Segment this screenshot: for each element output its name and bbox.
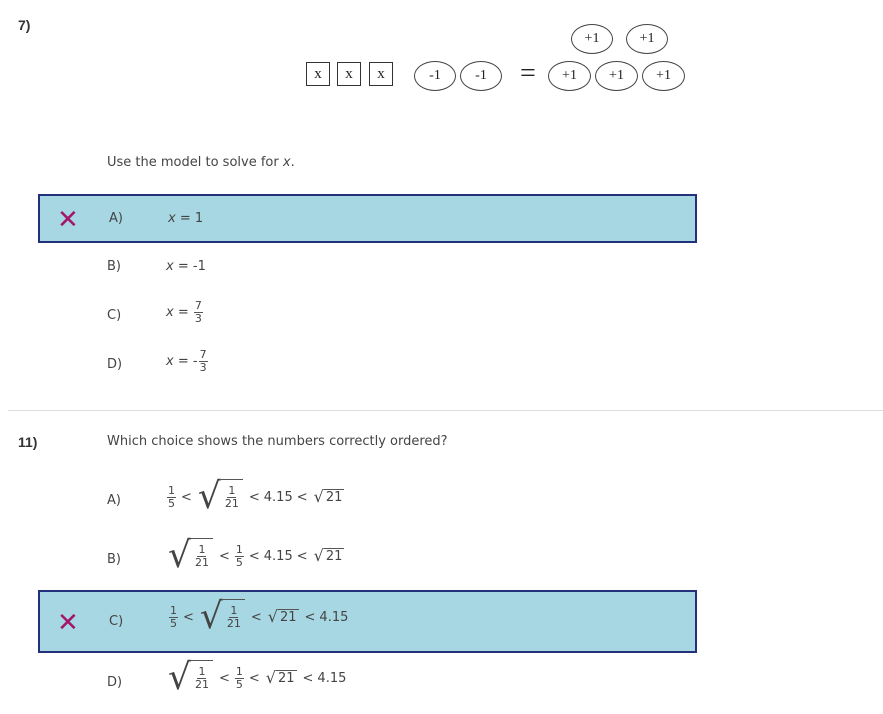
option-answer: x = 1 — [168, 211, 204, 226]
incorrect-icon: ✕ — [57, 608, 79, 638]
equals-sign: = — [520, 58, 536, 89]
square-root: √ 21 — [313, 487, 343, 506]
square-root: √ $\frac{1}{21}$ — [198, 479, 243, 515]
square-root: √ $\frac{1}{21}$ — [200, 599, 245, 635]
option-letter: C) — [109, 614, 124, 629]
answer-option-a[interactable] — [38, 475, 697, 527]
option-answer: x = -1 — [166, 259, 206, 274]
option-letter: B) — [107, 259, 121, 274]
square-root: √ $\frac{1}{21}$ — [168, 660, 213, 696]
answer-option-d[interactable] — [38, 656, 697, 710]
fraction: $\frac{7}{3}$ — [199, 348, 207, 374]
option-letter: D) — [107, 357, 123, 372]
positive-unit-tile: +1 — [571, 24, 613, 54]
answer-option-d[interactable] — [38, 346, 697, 386]
square-root: √ 21 — [265, 668, 295, 687]
answer-option-b[interactable] — [38, 252, 697, 282]
question-prompt: Use the model to solve for x. — [107, 155, 295, 170]
option-answer: $\frac{1}{5}$ < √ $\frac{1}{21}$ < √ 21 < 4.15 — [170, 596, 349, 637]
negative-unit-tile: -1 — [414, 61, 456, 91]
negative-unit-tile: -1 — [460, 61, 502, 91]
fraction: $\frac{7}{3}$ — [194, 299, 202, 325]
answer-option-b[interactable] — [38, 534, 697, 586]
option-answer: √ $\frac{1}{21}$ < $\frac{1}{5}$ < √ 21 < 4.15 — [168, 657, 347, 698]
option-answer: x = - $\frac{7}{3}$ — [166, 348, 207, 374]
fraction-one-fifth: $\frac{1}{5}$ — [168, 483, 175, 510]
answer-option-c[interactable] — [38, 590, 697, 653]
square-root: √ 21 — [313, 546, 343, 565]
option-letter: D) — [107, 675, 123, 690]
option-letter: A) — [109, 211, 123, 226]
question-number: 11) — [18, 434, 38, 450]
positive-unit-tile: +1 — [548, 61, 591, 91]
fraction-one-fifth: $\frac{1}{5}$ — [235, 542, 243, 569]
option-letter: A) — [107, 493, 121, 508]
positive-unit-tile: +1 — [595, 61, 638, 91]
fraction-one-fifth: $\frac{1}{5}$ — [235, 664, 243, 691]
positive-unit-tile: +1 — [642, 61, 685, 91]
answer-option-a[interactable] — [38, 194, 697, 243]
x-tile: x — [369, 62, 393, 86]
option-letter: B) — [107, 552, 121, 567]
option-letter: C) — [107, 308, 122, 323]
option-answer: √ $\frac{1}{21}$ < $\frac{1}{5}$ < 4.15 < √ 21 — [168, 535, 343, 576]
square-root: √ $\frac{1}{21}$ — [168, 538, 213, 574]
answer-option-c[interactable] — [38, 297, 697, 337]
positive-unit-tile: +1 — [626, 24, 668, 54]
square-root: √ 21 — [267, 607, 297, 626]
incorrect-icon: ✕ — [57, 205, 79, 235]
x-tile: x — [306, 62, 330, 86]
question-number: 7) — [18, 17, 31, 33]
question-prompt: Which choice shows the numbers correctly ordered? — [107, 434, 448, 449]
question-divider — [8, 410, 883, 411]
option-answer: $\frac{1}{5}$ < √ $\frac{1}{21}$ < 4.15 < √ 21 — [168, 476, 343, 517]
fraction-one-fifth: $\frac{1}{5}$ — [170, 603, 177, 630]
x-tile: x — [337, 62, 361, 86]
option-answer: x = $\frac{7}{3}$ — [166, 299, 202, 325]
